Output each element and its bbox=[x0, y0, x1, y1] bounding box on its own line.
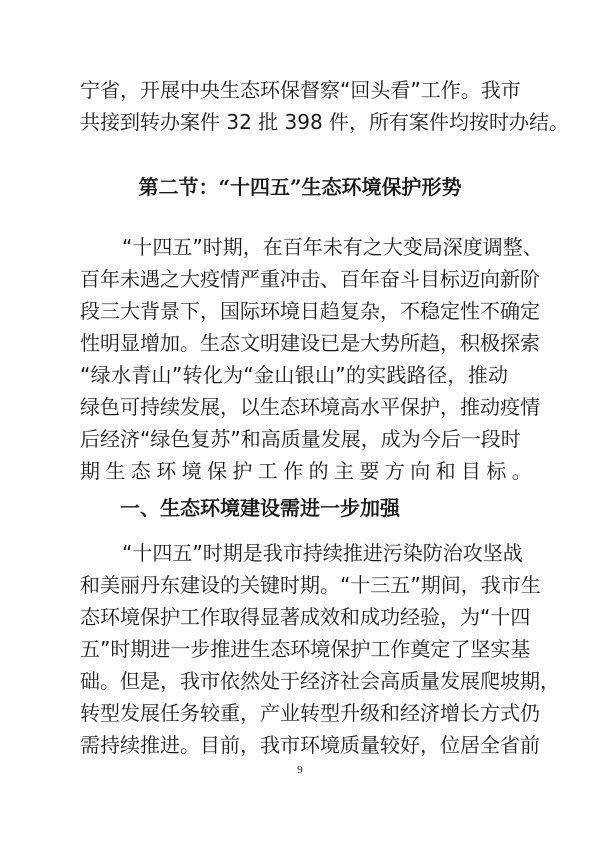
text-line: “绿水青山”转化为“金山银山”的实践路径，推动 bbox=[80, 363, 508, 387]
text-line: 宁省，开展中央生态环保督察“回头看”工作。我市 bbox=[80, 78, 521, 102]
paragraph-2 bbox=[80, 537, 560, 761]
text-line: 后经济“绿色复苏”和高质量发展，成为今后一段时 bbox=[80, 427, 521, 451]
text-line: 期生态环境保护工作的主要方向和目标。 bbox=[80, 459, 538, 483]
text-line: “十四五”时期是我市持续推进污染防治攻坚战 bbox=[122, 541, 523, 565]
text-line: 段三大背景下，国际环境日趋复杂，不稳定性不确定 bbox=[80, 299, 540, 323]
text-line: 转型发展任务较重，产业转型升级和经济增长方式仍 bbox=[80, 701, 540, 725]
section-heading: 第二节：“十四五”生态环境保护形势 bbox=[138, 175, 462, 199]
page-number: 9 bbox=[297, 764, 303, 776]
text-line: “十四五”时期，在百年未有之大变局深度调整、 bbox=[122, 235, 543, 259]
text-line: 绿色可持续发展，以生态环境高水平保护，推动疫情 bbox=[80, 395, 540, 419]
text-line: 五”时期进一步推进生态环境保护工作奠定了坚实基 bbox=[80, 637, 531, 661]
text-line: 需持续推进。目前，我市环境质量较好，位居全省前 bbox=[80, 733, 540, 757]
text-line: 和美丽丹东建设的关键时期。“十三五”期间，我市生 bbox=[80, 573, 541, 597]
text-line: 性明显增加。生态文明建设已是大势所趋，积极探索 bbox=[80, 331, 540, 355]
top-paragraph bbox=[80, 74, 570, 138]
text-line: 础。但是，我市依然处于经济社会高质量发展爬坡期， bbox=[80, 669, 560, 693]
text-line: 百年未遇之大疫情严重冲击、百年奋斗目标迈向新阶 bbox=[80, 267, 540, 291]
text-line: 态环境保护工作取得显著成效和成功经验，为“十四 bbox=[80, 605, 531, 629]
text-line: 共接到转办案件 32 批 398 件，所有案件均按时办结。 bbox=[80, 110, 570, 134]
subheading: 一、生态环境建设需进一步加强 bbox=[120, 496, 400, 520]
paragraph-1 bbox=[80, 231, 543, 487]
